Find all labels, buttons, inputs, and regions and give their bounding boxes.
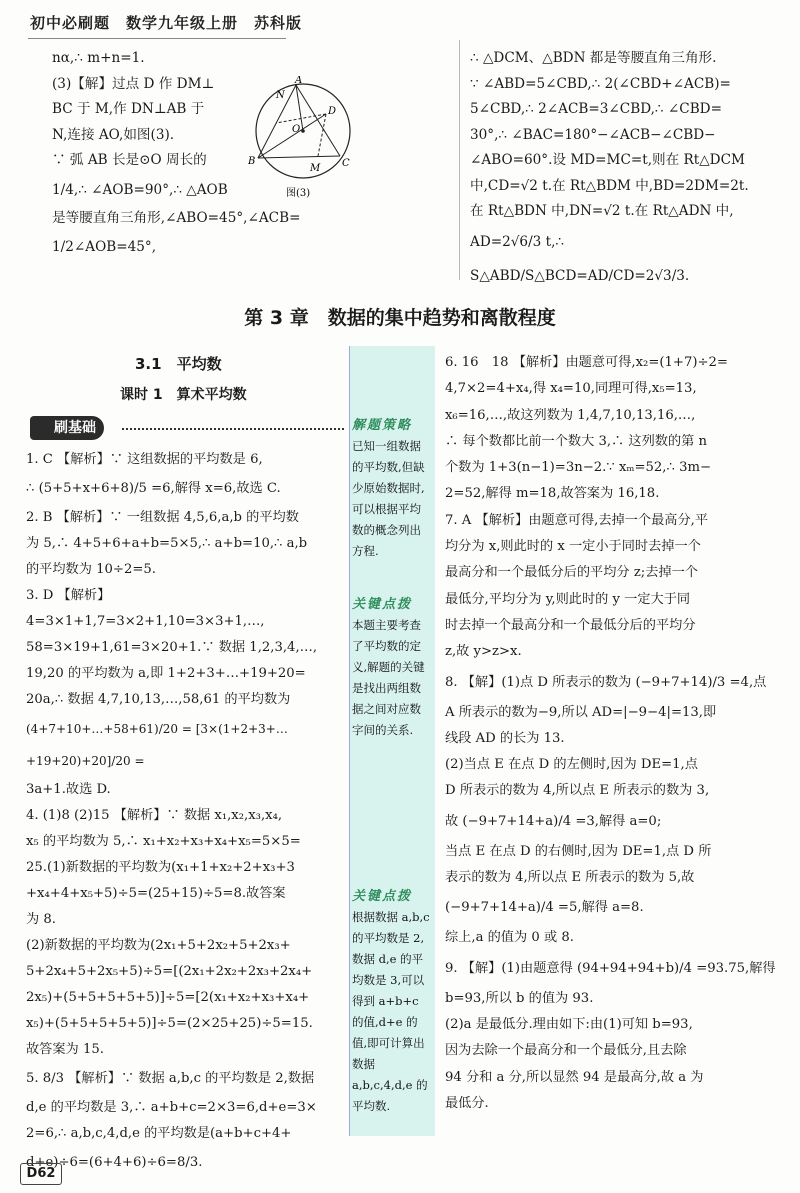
- answer-line: 4. (1)8 (2)15 【解析】∵ 数据 x₁,x₂,x₃,x₄,: [26, 808, 283, 823]
- figure-label: B: [248, 156, 256, 167]
- answer-line: ∴ (5+5+x+6+8)/5 =6,解得 x=6,故选 C.: [26, 481, 281, 496]
- text-line: 5∠CBD,∴ 2∠ACB=3∠CBD,∴ ∠CBD=: [470, 101, 722, 117]
- answer-line: 8. 【解】(1)点 D 所表示的数为 (−9+7+14)/3 =4,点: [445, 674, 767, 690]
- answer-line: 最低分.: [445, 1095, 489, 1111]
- answer-line: 5. 8/3 【解析】∵ 数据 a,b,c 的平均数是 2,数据: [26, 1071, 315, 1086]
- answer-line: 均分为 x,则此时的 x 一定小于同时去掉一个: [445, 539, 701, 555]
- answer-line: D 所表示的数为 4,所以点 E 所表示的数为 3,: [445, 783, 710, 799]
- figure-caption: 图(3): [286, 188, 311, 199]
- answer-line: b=93,所以 b 的值为 93.: [445, 990, 594, 1006]
- text-line: nα,∴ m+n=1.: [52, 50, 145, 66]
- lesson-title: 课时 1 算术平均数: [120, 387, 247, 403]
- answer-line: 为 5,∴ 4+5+6+a+b=5×5,∴ a+b=10,∴ a,b: [26, 536, 308, 551]
- text-line: 30°,∴ ∠BAC=180°−∠ACB−∠CBD−: [470, 126, 716, 143]
- text-line: 中,CD=√2 t.在 Rt△BDM 中,BD=2DM=2t.: [470, 177, 749, 194]
- text-line: 1/4,∴ ∠AOB=90°,∴ △AOB: [52, 181, 228, 198]
- answer-line: 7. A 【解析】由题意可得,去掉一个最高分,平: [445, 512, 709, 528]
- figure-label: O: [292, 124, 301, 135]
- answer-line: 因为去除一个最高分和一个最低分,且去除: [445, 1043, 687, 1059]
- basics-badge: 刷基础: [30, 416, 104, 440]
- page-number: D62: [20, 1163, 62, 1185]
- answer-line: 2=52,解得 m=18,故答案为 16,18.: [445, 486, 660, 502]
- section-title: 3.1 平均数: [135, 355, 222, 373]
- header-rule: [28, 38, 286, 39]
- text-line: N,连接 AO,如图(3).: [52, 126, 175, 143]
- text-line: ∵ 弧 AB 长是⊙O 周长的: [52, 152, 207, 168]
- answer-line: 58=3×19+1,61=3×20+1.∵ 数据 1,2,3,4,…,: [26, 640, 318, 655]
- text-line: (3)【解】过点 D 作 DM⊥: [52, 75, 215, 92]
- answer-line: 综上,a 的值为 0 或 8.: [445, 930, 574, 946]
- answer-line: 故 (−9+7+14+a)/4 =3,解得 a=0;: [445, 813, 662, 829]
- tip-title: 解题策略: [352, 418, 413, 433]
- answer-line: 5+2x₄+5+2x₅+5)÷5=[(2x₁+2x₂+2x₃+2x₄+: [26, 964, 313, 979]
- chapter-title: 第 3 章 数据的集中趋势和离散程度: [244, 307, 556, 329]
- tip-title: 关键点拨: [352, 889, 413, 904]
- answer-line: 的平均数为 10÷2=5.: [26, 562, 156, 577]
- figure-label: D: [328, 106, 337, 117]
- text-line: 1/2∠AOB=45°,: [52, 239, 157, 255]
- answer-line: 2=6,∴ a,b,c,4,d,e 的平均数是(a+b+c+4+: [26, 1126, 292, 1141]
- page-header: [0, 0, 800, 46]
- answer-line: 2x₅)+(5+5+5+5+5)]÷5=[2(x₁+x₂+x₃+x₄+: [26, 990, 310, 1005]
- text-line: 在 Rt△BDN 中,DN=√2 t.在 Rt△ADN 中,: [470, 203, 734, 219]
- top-right-column: [470, 46, 778, 293]
- answer-line: 20a,∴ 数据 4,7,10,13,…,58,61 的平均数为: [26, 692, 291, 707]
- tip-box: [352, 415, 432, 562]
- answer-line: 9. 【解】(1)由题意得 (94+94+94+b)/4 =93.75,解得: [445, 960, 776, 976]
- figure-label: A: [295, 76, 303, 86]
- tip-body: 根据数据 a,b,c 的平均数是 2,数据 d,e 的平均数是 3,可以得到 a+b+c 的值,d+e 的值,即可计算出数据 a,b,c,4,d,e 的平均数.: [352, 910, 430, 1113]
- right-answers-column: [445, 350, 777, 1117]
- tip-box: [352, 594, 432, 741]
- text-line: AD=2√6/3 t,∴ S△ABD/S△BCD=AD/CD=2√3/3.: [470, 233, 690, 284]
- answer-line: (2)a 是最低分.理由如下:由(1)可知 b=93,: [445, 1016, 693, 1032]
- answer-line: 最高分和一个最低分后的平均分 z;去掉一个: [445, 565, 698, 581]
- answer-line: x₅ 的平均数为 5,∴ x₁+x₂+x₃+x₄+x₅=5×5=: [26, 834, 301, 849]
- header-title: 初中必刷题 数学九年级上册 苏科版: [30, 14, 303, 32]
- figure-label: N: [276, 90, 285, 101]
- answer-line: 4,7×2=4+x₄,得 x₄=10,同理可得,x₅=13,: [445, 381, 697, 397]
- answer-line: d,e 的平均数是 3,∴ a+b+c=2×3=6,d+e=3×: [26, 1100, 317, 1115]
- answer-line: 为 8.: [26, 912, 56, 927]
- answer-line: 2. B 【解析】∵ 一组数据 4,5,6,a,b 的平均数: [26, 510, 299, 525]
- left-answers-column: [26, 447, 346, 1179]
- answer-line: z,故 y>z>x.: [445, 644, 522, 660]
- text-line: ∵ ∠ABD=5∠CBD,∴ 2(∠CBD+∠ACB)=: [470, 75, 731, 92]
- answer-line: 个数为 1+3(n−1)=3n−2.∵ xₘ=52,∴ 3m−: [445, 460, 712, 476]
- tip-title: 关键点拨: [352, 597, 413, 612]
- answer-line: 当点 E 在点 D 的右侧时,因为 DE=1,点 D 所: [445, 843, 712, 859]
- answer-line: 1. C 【解析】∵ 这组数据的平均数是 6,: [26, 452, 263, 467]
- answer-line: 故答案为 15.: [26, 1042, 104, 1057]
- tip-box: [352, 886, 432, 1117]
- answer-line: 25.(1)新数据的平均数为(x₁+1+x₂+2+x₃+3: [26, 860, 295, 875]
- answer-line: 线段 AD 的长为 13.: [445, 730, 565, 746]
- answer-line: 19,20 的平均数为 a,即 1+2+3+…+19+20=: [26, 666, 306, 681]
- answer-line: 最低分,平均分为 y,则此时的 y 一定大于同: [445, 591, 691, 607]
- text-line: BC 于 M,作 DN⊥AB 于: [52, 101, 205, 117]
- answer-line: x₅)+(5+5+5+5+5)]÷5=(2×25+25)÷5=15.: [26, 1016, 313, 1031]
- tip-body: 本题主要考查了平均数的定义,解题的关键是找出两组数据之间对应数字间的关系.: [352, 618, 425, 737]
- column-divider: [459, 40, 460, 280]
- answer-line: 时去掉一个最高分和一个最低分后的平均分: [445, 617, 696, 633]
- answer-line: A 所表示的数为−9,所以 AD=|−9−4|=13,即: [445, 704, 717, 720]
- answer-line: (−9+7+14+a)/4 =5,解得 a=8.: [445, 900, 644, 916]
- answer-line: ∴ 每个数都比前一个数大 3,∴ 这列数的第 n: [445, 433, 708, 449]
- circle-figure: [248, 76, 358, 201]
- text-line: ∠ABO=60°.设 MD=MC=t,则在 Rt△DCM: [470, 152, 745, 168]
- answer-line: 表示的数为 4,所以点 E 所表示的数为 5,故: [445, 870, 695, 886]
- answer-line: 6. 16 18 【解析】由题意可得,x₂=(1+7)÷2=: [445, 355, 728, 370]
- answer-line: 3. D 【解析】4=3×1+1,7=3×2+1,10=3×3+1,…,: [26, 588, 265, 629]
- answer-line: (2)新数据的平均数为(2x₁+5+2x₂+5+2x₃+: [26, 938, 291, 953]
- figure-label: M: [310, 163, 321, 174]
- text-line: 是等腰直角三角形,∠ABO=45°,∠ACB=: [52, 209, 301, 226]
- answer-line: 94 分和 a 分,所以显然 94 是最高分,故 a 为: [445, 1069, 704, 1085]
- answer-line: x₆=16,…,故这列数为 1,4,7,10,13,16,…,: [445, 407, 696, 423]
- badge-dotted-rule: [122, 428, 344, 430]
- text-line: ∴ △DCM、△BDN 都是等腰直角三角形.: [470, 50, 717, 66]
- answer-line: +x₄+4+x₅+5)÷5=(25+15)÷5=8.故答案: [26, 886, 286, 901]
- answer-line: (2)当点 E 在点 D 的左侧时,因为 DE=1,点: [445, 757, 698, 773]
- tip-body: 已知一组数据的平均数,但缺少原始数据时,可以根据平均数的概念列出方程.: [352, 439, 425, 558]
- answer-line: d+e)÷6=(6+4+6)÷6=8/3.: [26, 1155, 203, 1170]
- answer-line: 3a+1.故选 D.: [26, 782, 111, 797]
- answer-line: (4+7+10+…+58+61)/20 = [3×(1+2+3+…+19+20)+20]/20 =: [26, 722, 288, 768]
- figure-label: C: [342, 158, 350, 169]
